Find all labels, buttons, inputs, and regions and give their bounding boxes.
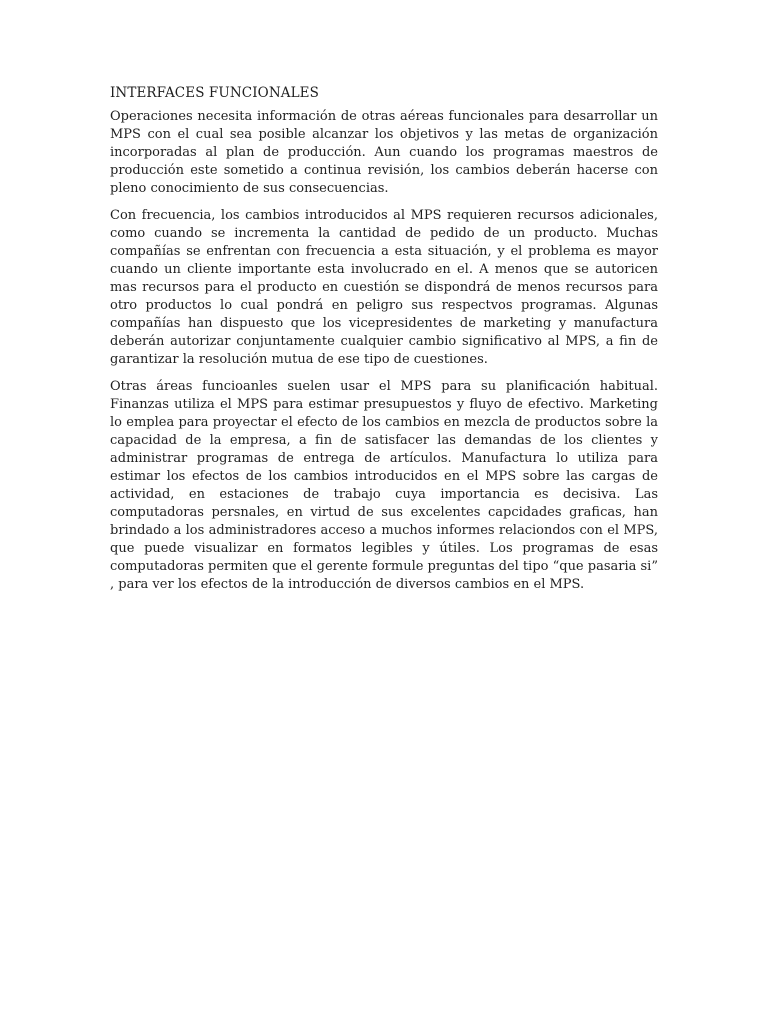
paragraph-2: Con frecuencia, los cambios introducidos al MPS requieren recursos adicionales, como cuando se incrementa la cantidad de pedido de un producto. Muchas compañías se enfrentan con frecuencia a esta situación, y el problema es mayor cuando un cliente importante esta involucrado en el. A menos que se autoricen mas recursos para el producto en cuestión se dispondrá de menos recursos para otro productos lo cual pondrá en peligro sus respectvos programas. Algunas compañías han dispuesto que los vicepresidentes de marketing y manufactura deberán autorizar conjuntamente cualquier cambio significativo al MPS, a fin de garantizar la resolución mutua de ese tipo de cuestiones. bbox=[110, 208, 658, 367]
document-page bbox=[110, 84, 658, 603]
paragraph-1: Operaciones necesita información de otras aéreas funcionales para desarrollar un MPS con el cual sea posible alcanzar los objetivos y las metas de organización incorporadas al plan de producción. Aun cuando los programas maestros de producción este sometido a continua revisión, los cambios deberán hacerse con pleno conocimiento de sus consecuencias. bbox=[110, 109, 658, 196]
paragraph-3: Otras áreas funcioanles suelen usar el MPS para su planificación habitual. Finanzas utiliza el MPS para estimar presupuestos y fluyo de efectivo. Marketing lo emplea para proyectar el efecto de los cambios en mezcla de productos sobre la capacidad de la empresa, a fin de satisfacer las demandas de los clientes y administrar programas de entrega de artículos. Manufactura lo utiliza para estimar los efectos de los cambios introducidos en el MPS sobre las cargas de actividad, en estaciones de trabajo cuya importancia es decisiva. Las computadoras persnales, en virtud de sus excelentes capcidades graficas, han brindado a los administradores acceso a muchos informes relaciondos con el MPS, que puede visualizar en formatos legibles y útiles. Los programas de esas computadoras permiten que el gerente formule preguntas del tipo “que pasaria si” , para ver los efectos de la introducción de diversos cambios en el MPS. bbox=[110, 379, 658, 592]
document-title: INTERFACES FUNCIONALES bbox=[110, 85, 319, 101]
